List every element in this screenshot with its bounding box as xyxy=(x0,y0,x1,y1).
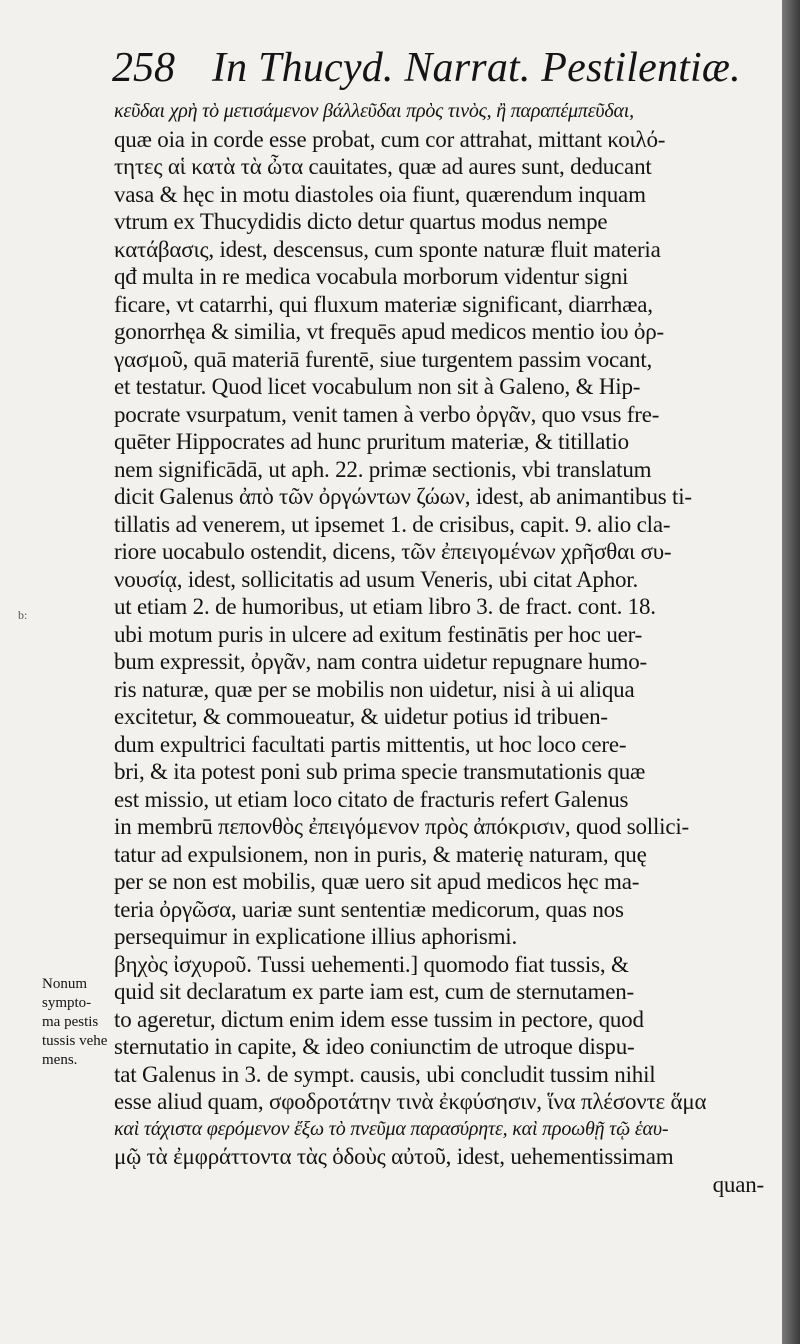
text-line: γασμοῦ, quā materiā furentē, siue turgentem passim vocant, xyxy=(114,346,653,372)
page-number: 258 xyxy=(112,45,175,91)
text-line: est missio, ut etiam loco citato de fracturis refert Galenus xyxy=(114,786,629,812)
text-line: ubi motum puris in ulcere ad exitum festinātis per hoc uer- xyxy=(114,621,643,647)
text-line: per se non est mobilis, quæ uero sit apud medicos hęc ma- xyxy=(114,869,640,894)
page-edge-shadow xyxy=(782,0,800,1344)
text-line: pocrate vsurpatum, venit tamen à verbo ὀργᾶν, quo vsus fre- xyxy=(114,401,660,427)
catchword: quan- xyxy=(712,1171,764,1197)
text-line: κατάβασις, idest, descensus, cum sponte naturæ fluit materia xyxy=(114,236,661,262)
text-line: to ageretur, dictum enim idem esse tussim in pectore, quod xyxy=(114,1006,644,1032)
text-line: vtrum ex Thucydidis dicto detur quartus modus nempe xyxy=(114,209,608,234)
text-line: μῷ τὰ ἐμφράττοντα τὰς ὁδοὺς αὐτοῦ, idest, uehementissimam xyxy=(114,1144,674,1169)
text-line: in membrū πεπονθὸς ἐπειγόμενον πρὸς ἀπόκρισιν, quod sollici- xyxy=(114,814,689,839)
text-line: βηχὸς ἰσχυροῦ. Tussi uehementi.] quomodo fiat tussis, & xyxy=(114,951,629,977)
stray-mark: b: xyxy=(18,608,28,622)
text-line: νουσίᾳ, idest, sollicitatis ad usum Veneris, ubi citat Aphor. xyxy=(114,566,639,592)
text-line: tat Galenus in 3. de sympt. causis, ubi concludit tussim nihil xyxy=(114,1061,656,1087)
text-line: tillatis ad venerem, ut ipsemet 1. de crisibus, capit. 9. alio cla- xyxy=(114,511,671,537)
margin-note-line: ma pestis xyxy=(42,1014,99,1030)
text-line: gonorrhęa & similia, vt frequēs apud medicos mentio ἰου ὀρ- xyxy=(114,319,664,344)
text-line: excitetur, & commoueatur, & uidetur potius id tribuen- xyxy=(114,704,608,729)
text-line: dicit Galenus ἀπὸ τῶν ὀργώντων ζώων, idest, ab animantibus ti- xyxy=(114,484,692,509)
text-line: bri, & ita potest poni sub prima specie transmutationis quæ xyxy=(114,759,646,784)
text-line: teria ὀργῶσα, uariæ sunt sententiæ medicorum, quas nos xyxy=(114,896,624,922)
text-line: ficare, vt catarrhi, qui fluxum materiæ significant, diarrhæa, xyxy=(114,291,653,317)
page-header xyxy=(112,42,772,94)
text-line: esse aliud quam, σφοδροτάτην τινὰ ἐκφύσησιν, ἵνα πλέσοντε ἅμα xyxy=(114,1089,707,1114)
text-line: quid sit declaratum ex parte iam est, cum de sternutamen- xyxy=(114,979,634,1004)
margin-note-line: sympto- xyxy=(42,995,92,1011)
text-line: tatur ad expulsionem, non in puris, & materię naturam, quę xyxy=(114,841,647,867)
body-text xyxy=(114,98,764,1198)
running-title: In Thucyd. Narrat. Pestilentiæ. xyxy=(212,45,741,91)
margin-note xyxy=(42,975,116,1070)
text-line: καὶ τάχιστα φερόμενον ἔξω τὸ πνεῦμα παρασύρητε, καὶ προωθῇ τῷ ἑαυ- xyxy=(114,1117,669,1140)
text-line: et testatur. Quod licet vocabulum non sit à Galeno, & Hip- xyxy=(114,374,641,399)
text-line: nem significādā, ut aph. 22. primæ sectionis, vbi translatum xyxy=(114,456,652,482)
margin-note-line: tussis vehe xyxy=(42,1033,108,1049)
text-line: τητες αἱ κατὰ τὰ ὦτα cauitates, quæ ad aures sunt, deducant xyxy=(114,154,652,179)
text-line: sternutatio in capite, & ideo coniunctim de utroque dispu- xyxy=(114,1034,635,1059)
text-line: bum expressit, ὀργᾶν, nam contra uidetur repugnare humo- xyxy=(114,649,647,674)
text-line: riore uocabulo ostendit, dicens, τῶν ἐπειγομένων χρῆσθαι συ- xyxy=(114,539,672,564)
text-line: quæ oia in corde esse probat, cum cor attrahat, mittant κοιλό- xyxy=(114,126,666,152)
text-line: ut etiam 2. de humoribus, ut etiam libro 3. de fract. cont. 18. xyxy=(114,594,656,619)
text-line: persequimur in explicatione illius aphorismi. xyxy=(114,924,518,949)
text-line: vasa & hęc in motu diastoles oia fiunt, quærendum inquam xyxy=(114,181,646,207)
text-line: κεῦδαι χρὴ τὸ μετισάμενον βάλλεῦδαι πρὸς τινὸς, ἢ παραπέμπεῦδαι, xyxy=(114,100,634,122)
text-line: dum expultrici facultati partis mittentis, ut hoc loco cere- xyxy=(114,731,627,757)
text-line: qđ multa in re medica vocabula morborum videntur signi xyxy=(114,264,629,289)
text-line: ris naturæ, quæ per se mobilis non uidetur, nisi à ui aliqua xyxy=(114,676,635,702)
margin-note-line: Nonum xyxy=(42,976,87,992)
text-line: quēter Hippocrates ad hunc pruritum materiæ, & titillatio xyxy=(114,429,629,454)
margin-note-line: mens. xyxy=(42,1052,78,1068)
